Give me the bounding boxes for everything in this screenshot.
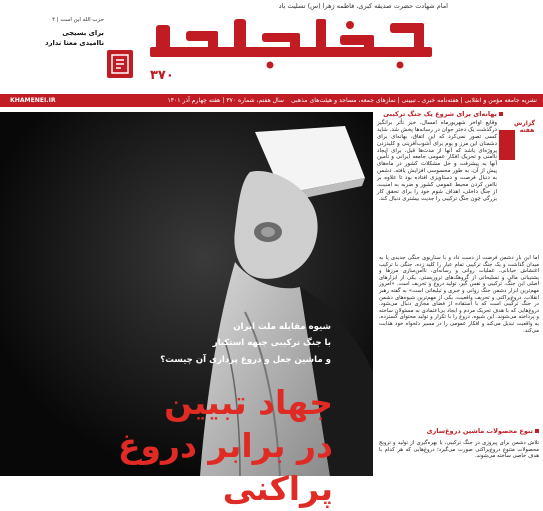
report-marker-icon xyxy=(499,130,515,160)
teaser-title-line2: ناامیدی معنا ندارد xyxy=(45,39,104,47)
feature-headline xyxy=(3,382,333,511)
section-title-1 xyxy=(383,110,503,118)
caption-line-3: و ماشین جعل و دروغ پردازی آن چیست؟ xyxy=(160,354,331,365)
article-paragraph-3: تلاش دشمن برای پیروزی در جنگ ترکیبی، با بهره‌گیری از تولید و ترویج محصولات متنوع دروغ‌پراکنی صورت می‌گیرد؛ دروغ‌هایی که هر کدام با هدف خاصی ساخته می‌شوند. xyxy=(379,440,539,460)
info-strip xyxy=(0,94,543,107)
section-title-2 xyxy=(427,427,539,435)
section-title-2-text: تنوع محصولات ماشین دروغ‌سازی xyxy=(426,427,533,435)
bullet-icon xyxy=(499,112,503,116)
teaser-title-line1: برای بسیجی xyxy=(62,29,104,37)
headline-line-1: جهاد تبیین xyxy=(164,383,333,422)
feature-photo xyxy=(0,112,373,508)
article-paragraph-1: وقایع اواخر شهریورماه امسال، خبر تأثر برانگیز درگذشت یک دختر جوان در رسانه‌ها پخش شد. شاید کسی تصور نمی‌کرد که این اتفاق، بهانه‌ای برای دشمنان این مرز و بوم برای آشوب‌آفرینی و کلیدزدن پروژه‌ای باشد که آنها از مدت‌ها قبل، برای ایجاد ناامنی و تحریک افکار عمومی جامعه ایرانی و تأمین آنها به پیشرفت و حل مشکلات کشور در ماه‌های پیش از آن، به طور محسوسی افزایش یافته. دشمن به دنبال فرصت و دستاویزی افتاده بود تا علاوه بر ناامن کردن محیط عمومی کشور و ضربه به امنیت، از جنگ داخلی، اهداف شوم خود را برای تحقق کار بزرگی چون جنگ ترکیبی را جدیت بیشتری دنبال کند. xyxy=(377,120,497,202)
issue-meta: سال هفتم، شماره ۳۷۰ | هفته چهارم آذر ۱۴۰۱ xyxy=(167,97,284,104)
report-label: گزارش هفته xyxy=(513,120,535,135)
bullet-icon xyxy=(535,429,539,433)
newspaper-emblem-icon xyxy=(107,50,133,78)
report-column xyxy=(374,110,543,476)
feature-caption xyxy=(111,319,331,368)
section-title-1-text: بهانه‌ای برای شروع یک جنگ ترکیبی xyxy=(383,110,497,118)
top-announcement: امام شهادت حضرت صدیقه کبری، فاطمه زهرا (س) تسلیت باد xyxy=(278,2,448,10)
masthead xyxy=(0,13,543,83)
issue-teaser-box xyxy=(4,17,104,79)
article-paragraph-2: اما این بار دشمن فرصت از دست داد و با سناریوی جنگی جدیدی پا به میدان گذاشت و یک جنگ ترکیبی تمام عیار را کلید زده، جنگی با ترکیب اغتشاش خیابانی، عملیات روانی و رسانه‌ای، ناامن‌سازی مرزها و پشتیبانی مالی و تسلیحاتی از گروهک‌های تروریستی. یکی از ابزارهای اصلی این جنگ، ترکیبی و نفس گیر، تولید دروغ و تحریف است. «امروز مهم‌ترین ابزار دشمن جنگ روانی و خبری و تبلیغاتی است» به گفته رهبر انقلاب، دروغ‌پراکنی و تحریف واقعیت، یکی از مهم‌ترین شیوه‌های دشمن در جنگ ترکیبی است که با استفاده از فضای مجازی دنبال می‌شود. دروغ‌هایی که با هدف تحریک مردم و ایجاد بی‌اعتمادی به مسئولان ساخته و پرداخته می‌شوند. این شیوه، دروغ را با تکرار و تولید محتوای گسترده، به واقعیت تبدیل می‌کند و افکار عمومی را در مسیر دلخواه خود هدایت می‌کند. xyxy=(379,255,539,334)
publication-description: نشریه جامعه مؤمن و انقلابی | هفته‌نامه خبری ـ تبیینی | نمازهای جمعه، مساجد و هیئت‌های مذهبی xyxy=(290,97,537,104)
headline-line-2: در برابر دروغ پراکنی xyxy=(117,425,333,508)
teaser-kicker: حزب الله این است | ۴ xyxy=(52,17,104,23)
caption-line-2: با جنگ ترکیبی جبهه استکبار xyxy=(212,338,331,349)
masthead-logo xyxy=(150,17,432,71)
website-link[interactable]: KHAMENEI.IR xyxy=(10,97,56,104)
issue-number: ۳۷۰ xyxy=(150,68,174,83)
caption-line-1: شیوه مقابله ملت ایران xyxy=(233,322,331,332)
